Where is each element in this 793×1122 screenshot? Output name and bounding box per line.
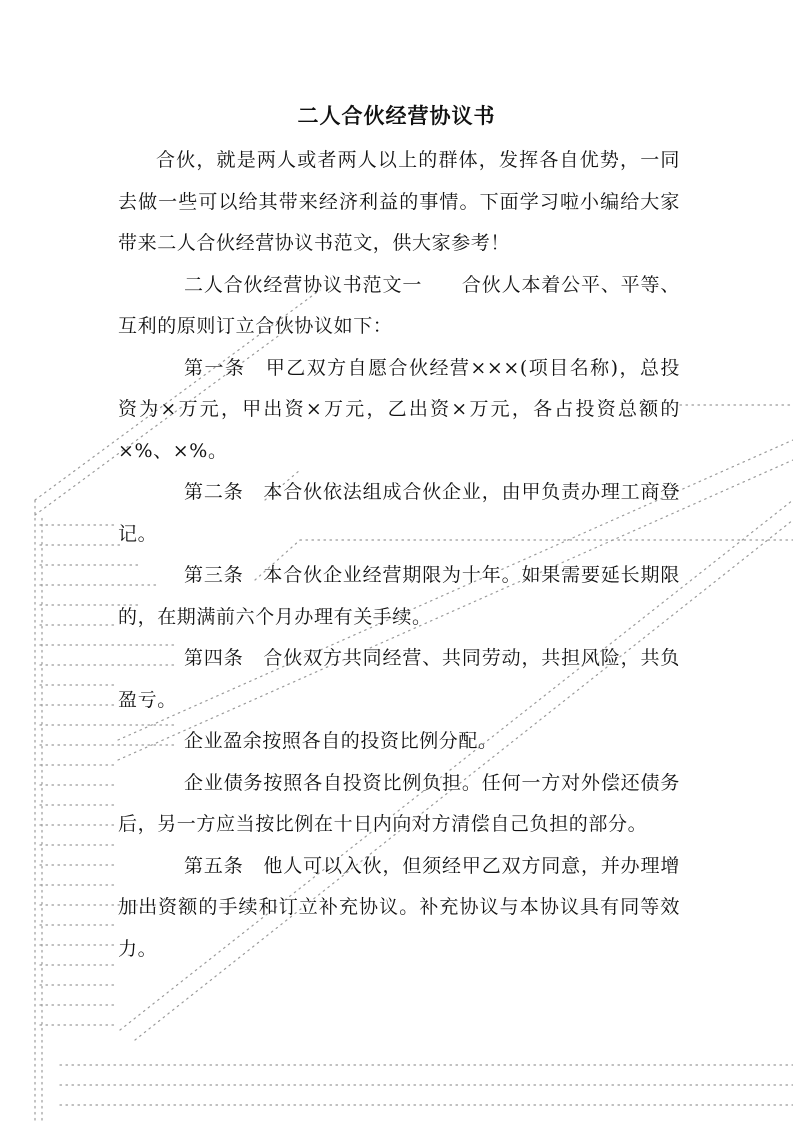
paragraph-article-2: 第二条 本合伙依法组成合伙企业，由甲负责办理工商登记。 [118,481,680,545]
paragraph-article-1: 第一条 甲乙双方自愿合伙经营×××(项目名称)，总投资为×万元，甲出资×万元，乙出资×万元，各占投资总额的×%、×%。 [118,356,680,462]
paragraph-profit-distribution: 企业盈余按照各自的投资比例分配。 [184,730,498,752]
paragraph-intro: 合伙，就是两人或者两人以上的群体，发挥各自优势，一同去做一些可以给其带来经济利益的事情。下面学习啦小编给大家带来二人合伙经营协议书范文，供大家参考！ [118,149,680,254]
paragraph-article-5: 第五条 他人可以入伙，但须经甲乙双方同意，并办理增加出资额的手续和订立补充协议。补充协议与本协议具有同等效力。 [118,854,680,960]
paragraph-sample-heading: 二人合伙经营协议书范文一 合伙人本着公平、平等、互利的原则订立合伙协议如下： [118,273,680,337]
paragraph-article-4: 第四条 合伙双方共同经营、共同劳动，共担风险，共负盈亏。 [118,647,680,711]
document-body [118,140,680,970]
paragraph-debt-sharing: 企业债务按照各自投资比例负担。任何一方对外偿还债务后，另一方应当按比例在十日内向对方清偿自己负担的部分。 [118,771,680,835]
document-title: 二人合伙经营协议书 [297,103,496,128]
paragraph-article-3: 第三条 本合伙企业经营期限为十年。如果需要延长期限的，在期满前六个月办理有关手续。 [118,564,680,628]
